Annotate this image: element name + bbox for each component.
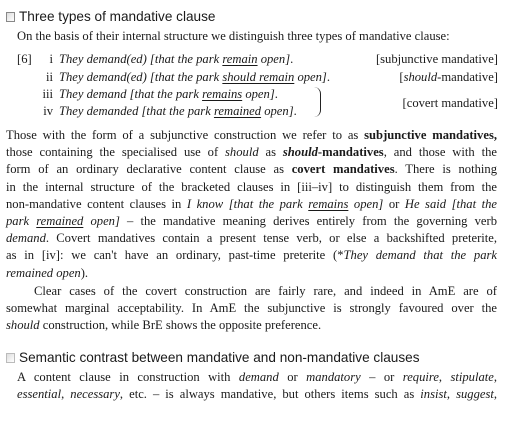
text-line: park remained open] – the mandative meaning derives entirely from the governing verb (6, 214, 497, 229)
example-sentence: They demanded [that the park remained open]. (59, 104, 297, 118)
example-tag: [subjunctive mandative] (375, 52, 498, 66)
section-heading-mandative-types: Three types of mandative clause (6, 8, 215, 25)
section-heading-semantic-contrast: Semantic contrast between mandative and non-mandative clauses (6, 349, 420, 366)
section-marker-icon (6, 12, 15, 22)
text-line: those containing the specialised use of should as should-mandatives, and those with the (6, 145, 497, 160)
example-roman: iv (43, 104, 53, 118)
example-sentence: They demand(ed) [that the park remain open]. (59, 52, 294, 66)
paragraph-semantic-contrast (17, 369, 497, 403)
example-tag: [should-mandative] (399, 70, 498, 84)
text-line: form of an ordinary declarative content clause as covert mandatives. There is nothing (6, 162, 497, 177)
text-line: A content clause in construction with demand or mandatory – or require, stipulate, (17, 370, 498, 384)
example-tag: [covert mandative] (402, 96, 498, 110)
example-roman: iii (42, 87, 53, 101)
example-number: [6] (17, 52, 32, 66)
paragraph-mandative-types (6, 127, 497, 282)
example-sentence: They demand [that the park remains open]. (59, 87, 278, 101)
text-line: in the internal structure of the bracketed clauses in [iii–iv] to distinguish them from the (6, 179, 497, 194)
grouping-brace (314, 87, 321, 117)
paragraph-covert-construction (6, 283, 497, 335)
text-line: somewhat marginal acceptability. In AmE the subjunctive is strongly favoured over the (6, 301, 497, 316)
example-roman: i (49, 52, 53, 66)
example-roman: ii (46, 70, 53, 84)
section-marker-icon (6, 353, 15, 363)
intro-text: On the basis of their internal structure we distinguish three types of mandative clause: (17, 29, 450, 43)
text-line: Clear cases of the covert construction are fairly rare, and indeed in AmE are of (34, 284, 497, 298)
text-line: remained open). (6, 265, 89, 280)
text-line: demand. Covert mandatives contain a present tense verb, or else a backshifted preterite, (6, 231, 497, 246)
text-line: essential, necessary, etc. – is always mandative, but others items such as insist, suggest, (17, 387, 498, 402)
text-line: should construction, while BrE shows the opposite preference. (6, 318, 322, 333)
text-line: Those with the form of a subjunctive construction we refer to as subjunctive mandatives, (6, 128, 497, 142)
text-line: non-mandative content clauses in I know [that the park remains open] or He said [that the (6, 196, 497, 211)
example-sentence: They demand(ed) [that the park should remain open]. (59, 70, 330, 84)
text-line: as in [iv]: we can't have an ordinary, past-time preterite (*They demand that the park (6, 248, 497, 263)
